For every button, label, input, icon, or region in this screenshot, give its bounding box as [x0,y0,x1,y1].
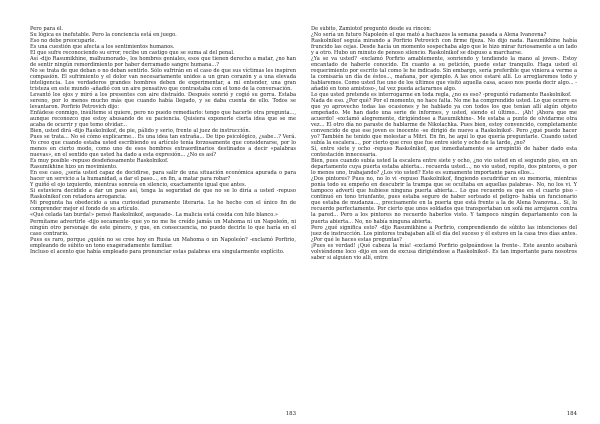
paragraph: Rasumikhine hizo un movimiento. [30,164,118,171]
paragraph: Pues es raro, porque ¿quién no se cree hoy en Rusia un Mahoma o un Napoleón? -exclamó Porfirio, empleando de súbito un tono exageradamente familiar. [30,236,296,249]
paragraph: ¿Dos pintores? Pues no, no lo vi -repuso Raskolnikof, fingiendo escudriñar en su memoria, mientras ponía todo su empeño en descubrir la trampa que se ocultaba en aquellas palabras-. No, no los vi. Y tampoco advertí que hubiese ninguna puerta abierta... Lo que recuerdo es que en el cuarto piso -continuó en tono triunfante, pues estaba seguro de haber sorteado el peligro- había un funcionario que estaba de mudanza..., precisamente en la puerta que está frente a la de Alena Ivanovna... Sí, lo recuerdo perfectamente. Por cierto que unos soldados que transportaban un sofá me arrojaron contra la pared... Pero a los pintores no recuerdo haberlos visto. Y tampoco ningún departamento con la puerta abierta... No, no había ninguna abierta. [311,176,577,225]
paragraph: Bien, pues cuando subía usted la escalera entre siete y ocho, ¿no vio usted en el segundo piso, en un departamento cuya puerta estaba abierta... recuerda usted..., no vio usted, repito, dos pintores, o por lo menos uno, trabajando? ¿Los vio usted? Esto es sumamente importante para ellos... [311,158,577,177]
right-page-body [311,26,577,396]
paragraph: Es una cuestión que afecta a los sentimientos humanos. [30,44,175,51]
paragraph: No se trata de que deban o no deban sentirlo. Sólo sufrirán en el caso de que sus víctimas les inspiren compasión. El sufrimiento y el dolor van necesariamente unidos a un gran corazón y a una elevada inteligencia. Los verdaderos grandes hombres deben de experimentar, a mi entender, una gran tristeza en este mundo -añadió con un aire pensativo que contrastaba con el tono de la conversación. [30,68,296,93]
paragraph: ¡Pues es verdad! ¡Qué cabeza la mía! -exclamó Porfirio golpeándose la frente-. Este asunto acabará volviéndome loco -dijo en son de excusa dirigiéndose a Raskolnikof-. Es tan importante para nosotros saber si alguien vio allí, entre [311,242,577,261]
paragraph: De súbito, Zamiotof preguntó desde su rincón: [311,26,432,32]
paragraph: Incluso el acento que había empleado para pronunciar estas palabras era singularmente explícito. [30,248,285,255]
paragraph: Bien, usted dirá -dijo Raskolnikof, de pie, pálido y serio, frente al juez de instrucción. [30,128,251,135]
left-page [30,26,296,418]
paragraph: Su lógica es inefutable. Pero la conciencia está en juego. [30,32,177,39]
paragraph: ¿Ya se va usted? -exclamó Porfirio amablemente, sonriendo y tendiendo la mano al joven-. Estoy encantado de haberle conocido. En cuanto a su petición, puede estar tranquilo. Haga usted el requerimiento por escrito tal como le he indicado. Sin embargo, sería preferible que viniera a verme a la comisaría un día de éstos..., mañana, por ejemplo. A las once estaré allí. Lo arreglaremos todo y hablaremos. Como usted fue uno de los últimos que visitó aquella casa, acaso nos pueda decir algo... -añadió en tono amistoso-, tal vez pueda aclararnos algo. [311,56,577,93]
paragraph: Es muy posible -repuso desdeñosamente Raskolnikof. [30,158,169,165]
paragraph: Permítame advertirle -dijo secamente- que yo no me he creído jamás un Mahoma ni un Napoleón, ni ningún otro personaje de este género, y que, en consecuencia, no puedo decirle lo que haría en el caso contrario. [30,218,296,237]
paragraph: Sí, entre siete y ocho -repuso Raskolnikof, que inmediatamente se arrepintió de haber dado esta contestación innecesaria. [311,146,577,159]
paragraph: Así -dijo Rasumikhine, malhumorado-, los hombres geniales, esos que tienen derecho a matar, ¿no han de sentir ningún remordimiento por haber derramado sangre humana...? [30,56,296,69]
left-page-number: 183 [285,411,296,417]
paragraph: ¿No sería un futuro Napoleón el que mató a hachazos la semana pasada a Alena Ivanovna? [311,32,547,39]
paragraph: Raskolnikof seguía mirando a Porfirio Petrovich con firme fijeza. No dijo nada. Rasumikhine había fruncido las cejas. Desde hacía un momento sospechaba algo que le hizo mirar furiosamente a un lado y a otro. Hubo un minuto de penoso silencio. Raskolnikof se dispuso a marcharse. [311,38,577,57]
paragraph: Nada de eso. ¿Por qué? Por el momento, no hace falta. No me ha comprendido usted. Lo que ocurre es que yo aprovecho todas las ocasiones y he hablado ya con todos los que tenían allí algún objeto empeñado. Me han dado una serie de informes, y usted, siendo el último... ¡Ah! ¡Ahora que me acuerdo! -exclamó alegremente, dirigiéndose a Rasumikhine-. Me estaba a punto de olvidarme otra vez... El otro día no paraste de hablarme de Nikolachka. Pues bien, estoy convencido, completamente convencido de que ese joven es inocente -se dirigió de nuevo a Raskolnikof-. Pero ¿qué puedo hacer yo? También he tenido que molestar a Mitri. En fin, he aquí lo que quería preguntarle. Cuando usted subía la escalera..., por cierto que creo que fue entre siete y ocho de la tarde, ¿no? [311,98,577,147]
paragraph: Mi pregunta ha obedecido a una curiosidad puramente literaria. Le he hecho con el único fin de comprender mejor el fondo de su artículo. [30,200,296,213]
paragraph: Y guiñó el ojo izquierdo, mientras sonreía en silencio, exactamente igual que antes. [30,182,247,189]
paragraph: En ese caso, ¿sería usted capaz de decidirse, para salir de una situación económica apurada o para hacer un servicio a la humanidad, a dar el paso..., en fin, a matar para robar? [30,170,296,183]
left-page-body [30,26,296,396]
paragraph: Pues se trata... No sé cómo explicarme... Es una idea tan extraña... De tipo psicológico, ¿sabe...? Verá. Yo creo que cuando estaba usted escribiendo su artículo tenía forzosamente que considerarse, por lo menos en cierto modo, como uno de esos hombres extraordinarios destinados a decir «palabras nuevas», en el sentido que usted ha dado a esta expresión... ¿No es así? [30,134,296,159]
paragraph: Enfádese conmigo, insúlteme si quiere, pero no puedo remediarlo: tengo que hacerle otra pregunta..., aunque reconozco que estoy abusando de su paciencia. Quisiera exponerle cierta idea que se me acaba de ocurrir y que temo olvidar... [30,110,296,129]
paragraph: Pero para él. [30,26,63,32]
right-page [311,26,577,418]
paragraph: Lo que usted pretende es interrogarme en toda regla, ¿no es eso? -preguntó rudamente Raskolnikof. [311,92,572,99]
paragraph: Eso no debe preocuparle. [30,38,97,45]
paragraph: «Qué celada tan burda!» pensó Raskolnikof, asqueado-. La malicia está cosida con hilo blanco.» [30,212,279,219]
right-page-number: 184 [566,411,577,417]
paragraph: Pero ¿qué significa esto? -dijo Rasumikhine a Porfirio, comprendiendo de súbito las intenciones del juez de instrucción. Los pintores trabajaban allí el día del suceso y él estuvo en la casa tres días antes. ¿Por qué le haces estas preguntas? [311,224,577,243]
paragraph: El que sufre reconociendo su error, recibe un castigo que se suma al del penal. [30,50,235,57]
paragraph: Si estuviera decidido a dar un paso así, tenga la seguridad de que no se lo diría a usted -repuso Raskolnikof con retadora arrogancia. [30,188,296,201]
paragraph: Levantó los ojos y miró a los presentes con aire distraído. Después sonrió y cogió su gorra. Estaba sereno, por lo menos mucho más que cuando había llegado, y se daba cuenta de ello. Todos se levantaron. Porfirio Petrovich dijo: [30,92,296,111]
